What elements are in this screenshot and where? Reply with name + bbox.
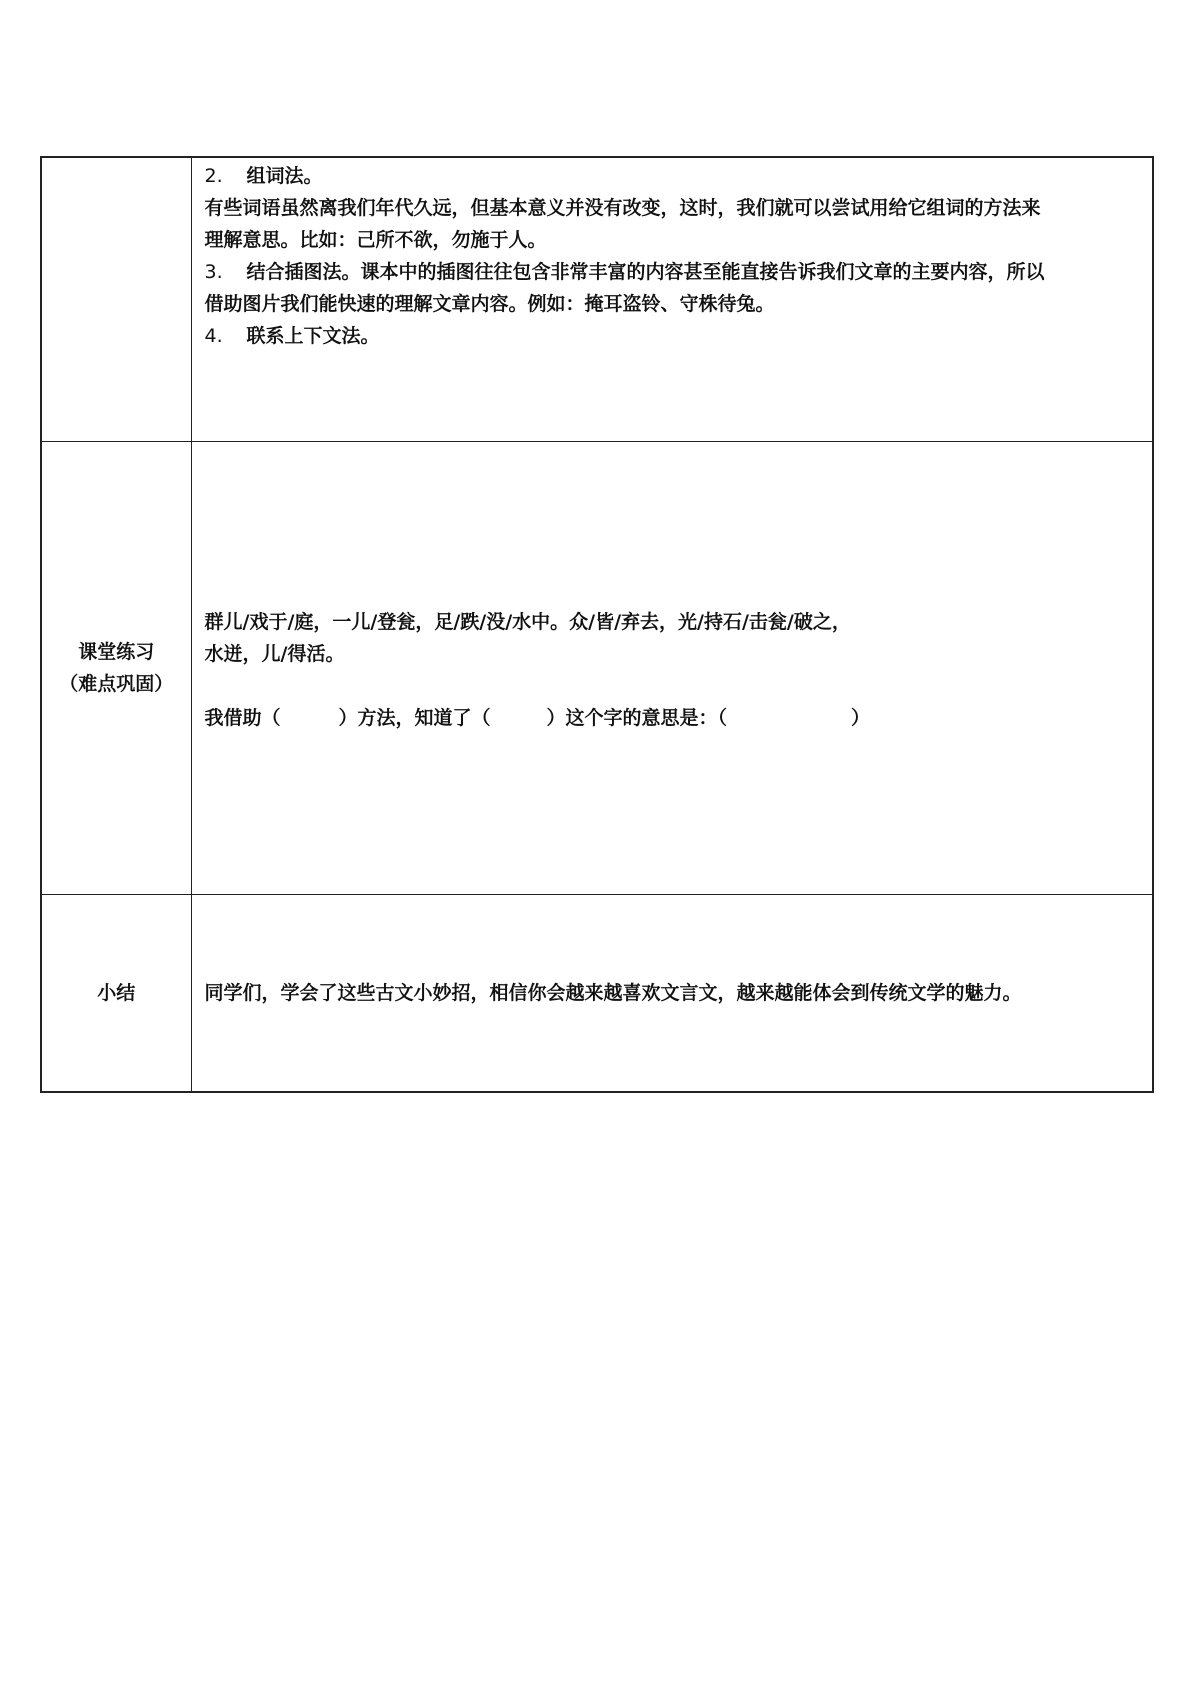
sentence-line: 群儿/戏于/庭，一儿/登瓮，足/跌/没/水中。众/皆/弃去，光/持石/击瓮/破之， — [204, 611, 851, 633]
fill-text: ） — [851, 707, 871, 729]
summary-label: 小结 — [97, 982, 136, 1004]
method-number: 4. — [204, 325, 223, 347]
method-title: 组词法。 — [246, 165, 323, 187]
methods-content-cell — [191, 157, 1153, 442]
method-number: 3. — [204, 261, 223, 283]
method-item-2 — [205, 160, 1143, 192]
method-description: 有些词语虽然离我们年代久远，但基本意义并没有改变，这时，我们就可以尝试用给它组词的方法来 — [204, 197, 1041, 219]
methods-label-cell — [41, 157, 191, 442]
method-title: 结合插图法。课本中的插图往往包含非常丰富的内容甚至能直接告诉我们文章的主要内容，所以 — [246, 261, 1045, 283]
sentence-line: 水迸，儿/得活。 — [204, 643, 345, 665]
fill-text: 我借助（ — [204, 707, 281, 729]
lesson-plan-table — [40, 156, 1154, 1093]
method-title: 联系上下文法。 — [246, 325, 380, 347]
practice-content-cell — [191, 442, 1153, 895]
fill-text: ）方法，知道了（ — [338, 707, 491, 729]
practice-label-cell — [41, 442, 191, 895]
fill-in-blank-prompt — [205, 702, 871, 734]
practice-sublabel: （难点巩固） — [59, 673, 174, 695]
methods-row — [41, 157, 1153, 442]
summary-label-cell — [41, 895, 191, 1093]
method-item-4 — [205, 320, 1143, 352]
summary-row — [41, 895, 1153, 1093]
practice-row — [41, 442, 1153, 895]
practice-sentence — [205, 606, 851, 670]
method-number: 2. — [204, 165, 223, 187]
method-description: 借助图片我们能快速的理解文章内容。例如：掩耳盗铃、守株待兔。 — [204, 293, 775, 315]
summary-content-cell — [191, 895, 1153, 1093]
fill-text: ）这个字的意思是：（ — [546, 707, 728, 729]
practice-label: 课堂练习 — [78, 641, 155, 663]
method-item-3 — [205, 256, 1143, 288]
method-description: 理解意思。比如：己所不欲，勿施于人。 — [204, 229, 547, 251]
summary-text: 同学们，学会了这些古文小妙招，相信你会越来越喜欢文言文，越来越能体会到传统文学的魅力。 — [204, 982, 1022, 1004]
